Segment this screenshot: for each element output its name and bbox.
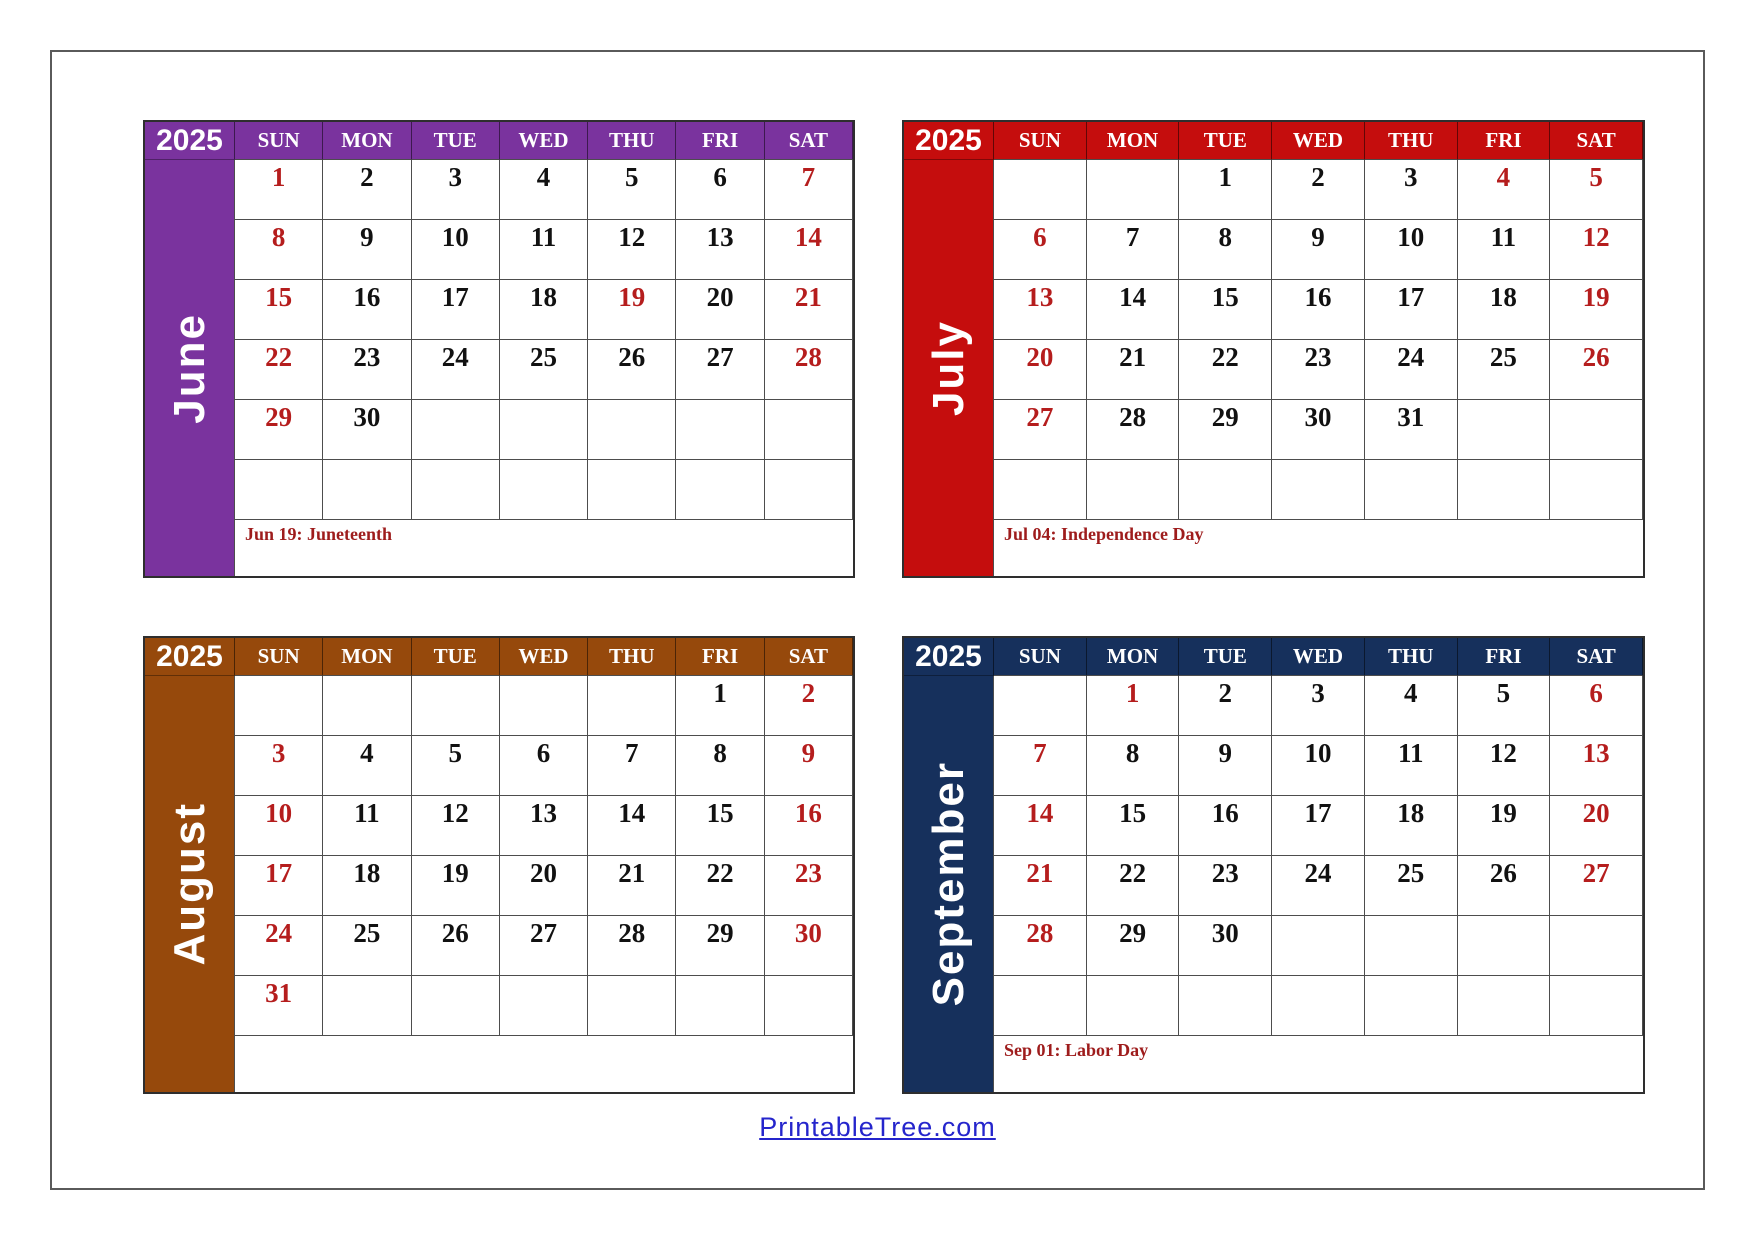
weekday-header-mon: MON — [323, 122, 411, 160]
weekday-header-tue: TUE — [1179, 122, 1272, 160]
date-cell: 22 — [1179, 340, 1272, 400]
empty-date-cell — [1087, 976, 1180, 1036]
date-cell: 15 — [1179, 280, 1272, 340]
year-label: 2025 — [904, 122, 994, 160]
weekday-header-sat: SAT — [765, 122, 853, 160]
date-cell: 3 — [235, 736, 323, 796]
date-cell: 14 — [994, 796, 1087, 856]
date-cell: 29 — [1179, 400, 1272, 460]
date-cell: 26 — [588, 340, 676, 400]
empty-date-cell — [1179, 460, 1272, 520]
date-cell: 20 — [500, 856, 588, 916]
date-cell: 11 — [500, 220, 588, 280]
date-cell: 9 — [323, 220, 411, 280]
date-cell: 21 — [588, 856, 676, 916]
date-cell: 13 — [500, 796, 588, 856]
date-cell: 15 — [235, 280, 323, 340]
date-cell: 25 — [323, 916, 411, 976]
empty-date-cell — [1365, 976, 1458, 1036]
date-cell: 26 — [412, 916, 500, 976]
date-cell: 23 — [1179, 856, 1272, 916]
date-cell: 5 — [1550, 160, 1643, 220]
empty-date-cell — [1550, 460, 1643, 520]
date-cell: 20 — [676, 280, 764, 340]
date-cell: 12 — [588, 220, 676, 280]
empty-date-cell — [1458, 916, 1551, 976]
calendar-june — [143, 120, 855, 578]
empty-date-cell — [1550, 916, 1643, 976]
weekday-header-fri: FRI — [1458, 122, 1551, 160]
date-cell: 18 — [1365, 796, 1458, 856]
date-cell: 19 — [588, 280, 676, 340]
year-label: 2025 — [904, 638, 994, 676]
empty-date-cell — [994, 460, 1087, 520]
month-name: July — [923, 319, 973, 417]
empty-date-cell — [323, 460, 411, 520]
date-cell: 21 — [765, 280, 853, 340]
date-cell: 10 — [1365, 220, 1458, 280]
date-cell: 24 — [412, 340, 500, 400]
date-cell: 7 — [1087, 220, 1180, 280]
weekday-header-wed: WED — [1272, 122, 1365, 160]
date-cell: 18 — [323, 856, 411, 916]
date-cell: 31 — [235, 976, 323, 1036]
empty-date-cell — [588, 460, 676, 520]
date-cell: 31 — [1365, 400, 1458, 460]
date-cell: 4 — [1458, 160, 1551, 220]
date-cell: 10 — [412, 220, 500, 280]
date-cell: 7 — [994, 736, 1087, 796]
date-cell: 19 — [412, 856, 500, 916]
date-cell: 18 — [500, 280, 588, 340]
empty-date-cell — [1458, 976, 1551, 1036]
date-cell: 20 — [994, 340, 1087, 400]
date-cell: 19 — [1458, 796, 1551, 856]
empty-date-cell — [500, 400, 588, 460]
date-cell: 11 — [1365, 736, 1458, 796]
date-cell: 9 — [1272, 220, 1365, 280]
date-cell: 14 — [1087, 280, 1180, 340]
empty-date-cell — [500, 460, 588, 520]
weekday-header-thu: THU — [588, 638, 676, 676]
empty-date-cell — [1087, 460, 1180, 520]
date-cell: 30 — [1272, 400, 1365, 460]
date-cell: 7 — [765, 160, 853, 220]
date-cell: 14 — [765, 220, 853, 280]
holiday-note: Jun 19: Juneteenth — [235, 520, 853, 576]
date-cell: 18 — [1458, 280, 1551, 340]
date-cell: 16 — [1179, 796, 1272, 856]
date-cell: 15 — [1087, 796, 1180, 856]
weekday-header-tue: TUE — [412, 122, 500, 160]
date-cell: 24 — [235, 916, 323, 976]
empty-date-cell — [1550, 976, 1643, 1036]
weekday-header-sun: SUN — [994, 122, 1087, 160]
date-cell: 26 — [1458, 856, 1551, 916]
date-cell: 21 — [1087, 340, 1180, 400]
date-cell: 20 — [1550, 796, 1643, 856]
date-cell: 30 — [765, 916, 853, 976]
date-cell: 6 — [994, 220, 1087, 280]
weekday-header-mon: MON — [323, 638, 411, 676]
date-cell: 26 — [1550, 340, 1643, 400]
date-cell: 16 — [765, 796, 853, 856]
footer — [0, 1112, 1755, 1143]
date-cell: 9 — [765, 736, 853, 796]
date-cell: 17 — [1272, 796, 1365, 856]
date-cell: 28 — [765, 340, 853, 400]
empty-date-cell — [1365, 460, 1458, 520]
date-cell: 28 — [588, 916, 676, 976]
date-cell: 4 — [323, 736, 411, 796]
date-cell: 22 — [676, 856, 764, 916]
empty-date-cell — [1458, 460, 1551, 520]
date-cell: 28 — [1087, 400, 1180, 460]
date-cell: 3 — [1365, 160, 1458, 220]
empty-date-cell — [500, 976, 588, 1036]
weekday-header-thu: THU — [588, 122, 676, 160]
weekday-header-sat: SAT — [765, 638, 853, 676]
date-cell: 4 — [1365, 676, 1458, 736]
weekday-header-wed: WED — [500, 638, 588, 676]
date-cell: 1 — [235, 160, 323, 220]
footer-link[interactable]: PrintableTree.com — [759, 1112, 996, 1142]
date-cell: 1 — [1087, 676, 1180, 736]
date-cell: 2 — [1272, 160, 1365, 220]
empty-date-cell — [412, 400, 500, 460]
empty-date-cell — [1272, 460, 1365, 520]
calendar-july — [902, 120, 1645, 578]
date-cell: 13 — [994, 280, 1087, 340]
weekday-header-fri: FRI — [676, 638, 764, 676]
date-cell: 16 — [323, 280, 411, 340]
date-cell: 29 — [235, 400, 323, 460]
date-cell: 2 — [323, 160, 411, 220]
empty-date-cell — [765, 400, 853, 460]
empty-date-cell — [1272, 976, 1365, 1036]
empty-date-cell — [323, 676, 411, 736]
empty-date-cell — [412, 976, 500, 1036]
date-cell: 29 — [1087, 916, 1180, 976]
date-cell: 24 — [1272, 856, 1365, 916]
date-cell: 6 — [1550, 676, 1643, 736]
weekday-header-sat: SAT — [1550, 122, 1643, 160]
holiday-note — [235, 1036, 853, 1092]
empty-date-cell — [676, 460, 764, 520]
weekday-header-sat: SAT — [1550, 638, 1643, 676]
date-cell: 6 — [500, 736, 588, 796]
weekday-header-fri: FRI — [1458, 638, 1551, 676]
empty-date-cell — [1458, 400, 1551, 460]
empty-date-cell — [994, 976, 1087, 1036]
date-cell: 19 — [1550, 280, 1643, 340]
empty-date-cell — [676, 976, 764, 1036]
date-cell: 25 — [500, 340, 588, 400]
month-sidebar — [904, 160, 994, 576]
date-cell: 8 — [676, 736, 764, 796]
empty-date-cell — [1550, 400, 1643, 460]
date-cell: 22 — [1087, 856, 1180, 916]
date-cell: 12 — [412, 796, 500, 856]
empty-date-cell — [412, 460, 500, 520]
empty-date-cell — [765, 976, 853, 1036]
date-cell: 21 — [994, 856, 1087, 916]
empty-date-cell — [235, 676, 323, 736]
date-cell: 12 — [1550, 220, 1643, 280]
date-cell: 10 — [235, 796, 323, 856]
empty-date-cell — [235, 460, 323, 520]
empty-date-cell — [1087, 160, 1180, 220]
weekday-header-wed: WED — [1272, 638, 1365, 676]
date-cell: 27 — [1550, 856, 1643, 916]
date-cell: 25 — [1365, 856, 1458, 916]
empty-date-cell — [588, 676, 676, 736]
calendar-september — [902, 636, 1645, 1094]
empty-date-cell — [994, 676, 1087, 736]
holiday-note: Sep 01: Labor Day — [994, 1036, 1643, 1092]
date-cell: 11 — [1458, 220, 1551, 280]
weekday-header-tue: TUE — [412, 638, 500, 676]
weekday-header-tue: TUE — [1179, 638, 1272, 676]
date-cell: 14 — [588, 796, 676, 856]
date-cell: 17 — [1365, 280, 1458, 340]
weekday-header-sun: SUN — [235, 122, 323, 160]
empty-date-cell — [994, 160, 1087, 220]
calendar-august — [143, 636, 855, 1094]
date-cell: 25 — [1458, 340, 1551, 400]
date-cell: 3 — [412, 160, 500, 220]
date-cell: 9 — [1179, 736, 1272, 796]
weekday-header-sun: SUN — [994, 638, 1087, 676]
date-cell: 2 — [765, 676, 853, 736]
date-cell: 27 — [676, 340, 764, 400]
date-cell: 5 — [588, 160, 676, 220]
year-label: 2025 — [145, 122, 235, 160]
weekday-header-mon: MON — [1087, 122, 1180, 160]
date-cell: 7 — [588, 736, 676, 796]
date-cell: 15 — [676, 796, 764, 856]
date-cell: 8 — [1179, 220, 1272, 280]
date-cell: 23 — [1272, 340, 1365, 400]
date-cell: 13 — [1550, 736, 1643, 796]
date-cell: 6 — [676, 160, 764, 220]
month-name: September — [923, 761, 973, 1007]
empty-date-cell — [588, 976, 676, 1036]
date-cell: 8 — [235, 220, 323, 280]
date-cell: 4 — [500, 160, 588, 220]
date-cell: 1 — [676, 676, 764, 736]
empty-date-cell — [1365, 916, 1458, 976]
date-cell: 17 — [412, 280, 500, 340]
date-cell: 3 — [1272, 676, 1365, 736]
date-cell: 30 — [323, 400, 411, 460]
weekday-header-thu: THU — [1365, 122, 1458, 160]
month-name: June — [164, 312, 214, 424]
empty-date-cell — [323, 976, 411, 1036]
date-cell: 8 — [1087, 736, 1180, 796]
date-cell: 11 — [323, 796, 411, 856]
date-cell: 23 — [323, 340, 411, 400]
date-cell: 28 — [994, 916, 1087, 976]
date-cell: 17 — [235, 856, 323, 916]
month-name: August — [164, 802, 214, 966]
date-cell: 29 — [676, 916, 764, 976]
weekday-header-thu: THU — [1365, 638, 1458, 676]
date-cell: 5 — [412, 736, 500, 796]
weekday-header-fri: FRI — [676, 122, 764, 160]
month-sidebar — [904, 676, 994, 1092]
empty-date-cell — [676, 400, 764, 460]
empty-date-cell — [765, 460, 853, 520]
date-cell: 2 — [1179, 676, 1272, 736]
date-cell: 27 — [994, 400, 1087, 460]
date-cell: 10 — [1272, 736, 1365, 796]
empty-date-cell — [500, 676, 588, 736]
date-cell: 22 — [235, 340, 323, 400]
date-cell: 1 — [1179, 160, 1272, 220]
date-cell: 23 — [765, 856, 853, 916]
weekday-header-wed: WED — [500, 122, 588, 160]
date-cell: 13 — [676, 220, 764, 280]
empty-date-cell — [1179, 976, 1272, 1036]
date-cell: 30 — [1179, 916, 1272, 976]
date-cell: 5 — [1458, 676, 1551, 736]
date-cell: 24 — [1365, 340, 1458, 400]
empty-date-cell — [588, 400, 676, 460]
weekday-header-mon: MON — [1087, 638, 1180, 676]
month-sidebar — [145, 160, 235, 576]
date-cell: 16 — [1272, 280, 1365, 340]
weekday-header-sun: SUN — [235, 638, 323, 676]
month-sidebar — [145, 676, 235, 1092]
empty-date-cell — [412, 676, 500, 736]
date-cell: 27 — [500, 916, 588, 976]
date-cell: 12 — [1458, 736, 1551, 796]
holiday-note: Jul 04: Independence Day — [994, 520, 1643, 576]
empty-date-cell — [1272, 916, 1365, 976]
year-label: 2025 — [145, 638, 235, 676]
